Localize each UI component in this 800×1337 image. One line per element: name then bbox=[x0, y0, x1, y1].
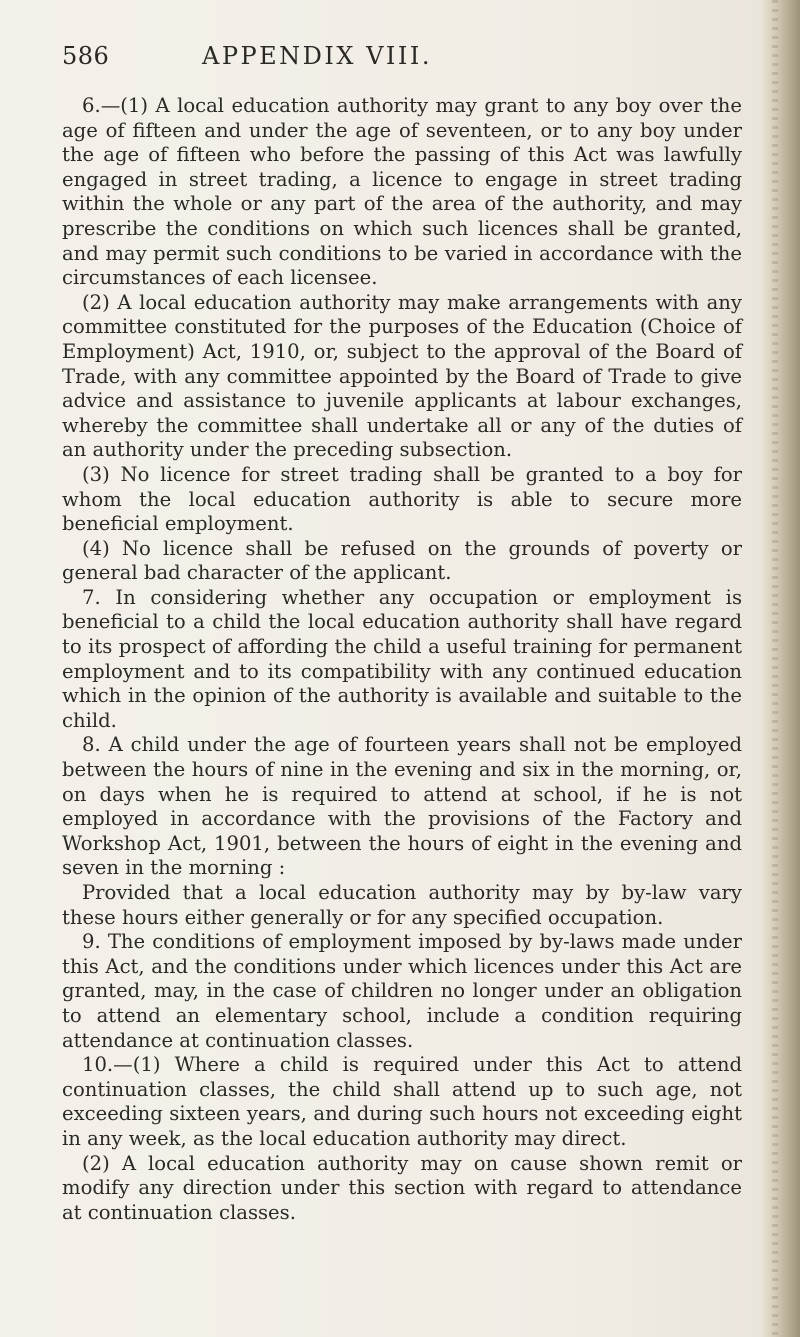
page-header bbox=[62, 42, 742, 74]
page-edge-shadow bbox=[762, 0, 800, 1337]
paragraph-9: 9. The conditions of employment imposed by by-laws made under this Act, and the conditions under which licences under this Act are granted, may, in the case of children no longer under an obligation to attend an elementary school, include a condition requiring attendance at continuation classes. bbox=[62, 930, 742, 1052]
paragraph-8: 8. A child under the age of fourteen years shall not be employed between the hours of nine in the evening and six in the morning, or, on days when he is required to attend at school, if he is not employed in accordance with the provisions of the Factory and Workshop Act, 1901, between the hours of eight in the evening and seven in the morning : bbox=[62, 733, 742, 880]
body-text bbox=[62, 94, 742, 1225]
paragraph-10-2: (2) A local education authority may on cause shown remit or modify any direction under this section with regard to attendance at continuation classes. bbox=[62, 1151, 742, 1224]
paragraph-6-4: (4) No licence shall be refused on the grounds of poverty or general bad character of the applicant. bbox=[62, 536, 742, 585]
paragraph-6-1: 6.—(1) A local education authority may grant to any boy over the age of fifteen and under the age of seventeen, or to any boy under the age of fifteen who before the passing of this Act was lawfully engaged in street trading, a licence to engage in street trading within the whole or any part of the area of the authority, and may prescribe the conditions on which such licences shall be granted, and may permit such conditions to be varied in accordance with the circumstances of each licensee. bbox=[62, 94, 742, 290]
paragraph-7: 7. In considering whether any occupation or employment is beneficial to a child the local education authority shall have regard to its prospect of affording the child a useful training for permanent employment and to its compatibility with any continued education which in the opinion of the authority is available and suitable to the child. bbox=[62, 585, 742, 732]
page-number: 586 bbox=[62, 42, 110, 70]
running-head: APPENDIX VIII. bbox=[202, 42, 432, 70]
paragraph-8-proviso: Provided that a local education authority may by by-law vary these hours either generally or for any specified occupation. bbox=[62, 881, 742, 929]
paragraph-6-2: (2) A local education authority may make arrangements with any committee constituted for the purposes of the Education (Choice of Employment) Act, 1910, or, subject to the approval of the Board of Trade, with any committee appointed by the Board of Trade to give advice and assistance to juvenile applicants at labour exchanges, whereby the committee shall undertake all or any of the duties of an authority under the preceding subsection. bbox=[62, 290, 742, 462]
paragraph-6-3: (3) No licence for street trading shall be granted to a boy for whom the local education authority is able to secure more beneficial employment. bbox=[62, 462, 742, 536]
paragraph-10-1: 10.—(1) Where a child is required under this Act to attend continuation classes, the child shall attend up to such age, not exceeding sixteen years, and during such hours not exceeding eight in any week, as the local education authority may direct. bbox=[62, 1053, 742, 1150]
